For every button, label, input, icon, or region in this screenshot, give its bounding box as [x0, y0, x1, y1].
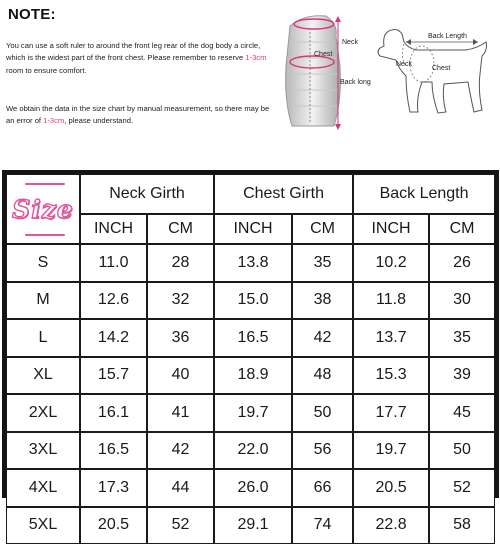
note-title: NOTE:	[8, 6, 56, 23]
size-row	[6, 432, 495, 470]
inch-value: 15.3	[353, 357, 429, 395]
size-chart-frame	[2, 170, 499, 498]
size-row	[6, 357, 495, 395]
cm-value: 42	[147, 432, 214, 470]
size-logo-text: Size	[12, 195, 74, 224]
inch-value: 19.7	[353, 432, 429, 470]
inch-value: 12.6	[80, 282, 147, 320]
inch-value: 14.2	[80, 319, 147, 357]
cm-value: 38	[292, 282, 353, 320]
cm-value: 56	[292, 432, 353, 470]
unit-header: INCH	[80, 214, 147, 244]
size-chart-table	[6, 174, 495, 544]
vest-back-label: Back long	[340, 79, 371, 86]
size-logo	[6, 174, 80, 244]
cm-value: 50	[429, 432, 495, 470]
dog-measurement-figure	[370, 20, 496, 124]
note-paragraph-fit: You can use a soft ruler to around the front leg rear of the dog body a circle, which is the widest part of the front chest. Please remember to reserve 1-3cm room to ensure comfort.	[6, 40, 274, 77]
inch-value: 16.5	[80, 432, 147, 470]
cm-value: 26	[429, 244, 495, 282]
size-row	[6, 282, 495, 320]
vest-neck-label: Neck	[342, 39, 358, 46]
inch-value: 18.9	[214, 357, 292, 395]
size-row	[6, 244, 495, 282]
inch-value: 11.8	[353, 282, 429, 320]
vest-image	[268, 6, 372, 134]
vest-measurement-figure	[268, 6, 372, 134]
size-label: 4XL	[6, 469, 80, 507]
inch-value: 17.3	[80, 469, 147, 507]
cm-value: 45	[429, 394, 495, 432]
cm-value: 40	[147, 357, 214, 395]
size-row	[6, 319, 495, 357]
group-header-row	[6, 174, 495, 214]
inch-value: 13.8	[214, 244, 292, 282]
inch-value: 16.1	[80, 394, 147, 432]
cm-value: 41	[147, 394, 214, 432]
cm-value: 66	[292, 469, 353, 507]
unit-header: CM	[429, 214, 495, 244]
inch-value: 15.7	[80, 357, 147, 395]
inch-value: 22.0	[214, 432, 292, 470]
cm-value: 44	[147, 469, 214, 507]
chest-girth-header: Chest Girth	[214, 174, 353, 214]
size-row	[6, 507, 495, 544]
cm-value: 35	[292, 244, 353, 282]
cm-value: 30	[429, 282, 495, 320]
cm-value: 74	[292, 507, 353, 544]
unit-header: INCH	[214, 214, 292, 244]
inch-value: 15.0	[214, 282, 292, 320]
size-label: 2XL	[6, 394, 80, 432]
dog-outline-image	[370, 20, 496, 124]
inch-value: 17.7	[353, 394, 429, 432]
cm-value: 52	[147, 507, 214, 544]
inch-value: 26.0	[214, 469, 292, 507]
unit-header: CM	[147, 214, 214, 244]
inch-value: 20.5	[353, 469, 429, 507]
inch-value: 20.5	[80, 507, 147, 544]
unit-header: INCH	[353, 214, 429, 244]
cm-value: 39	[429, 357, 495, 395]
dog-back-length-label: Back Length	[428, 33, 467, 40]
size-row	[6, 394, 495, 432]
neck-girth-header: Neck Girth	[80, 174, 214, 214]
dog-neck-label: Neck	[396, 61, 412, 68]
size-label: 5XL	[6, 507, 80, 544]
inch-value: 10.2	[353, 244, 429, 282]
cm-value: 28	[147, 244, 214, 282]
size-label: XL	[6, 357, 80, 395]
cm-value: 36	[147, 319, 214, 357]
size-label: L	[6, 319, 80, 357]
cm-value: 58	[429, 507, 495, 544]
cm-value: 50	[292, 394, 353, 432]
size-label: 3XL	[6, 432, 80, 470]
dog-chest-label: Chest	[432, 65, 450, 72]
size-row	[6, 469, 495, 507]
vest-chest-label: Chest	[314, 51, 332, 58]
inch-value: 22.8	[353, 507, 429, 544]
logo-bottom-line	[25, 234, 65, 236]
inch-value: 19.7	[214, 394, 292, 432]
size-label: M	[6, 282, 80, 320]
inch-value: 11.0	[80, 244, 147, 282]
size-label: S	[6, 244, 80, 282]
cm-value: 42	[292, 319, 353, 357]
cm-value: 48	[292, 357, 353, 395]
logo-top-line	[25, 183, 65, 185]
inch-value: 13.7	[353, 319, 429, 357]
back-length-header: Back Length	[353, 174, 495, 214]
unit-header: CM	[292, 214, 353, 244]
cm-value: 52	[429, 469, 495, 507]
cm-value: 35	[429, 319, 495, 357]
cm-value: 32	[147, 282, 214, 320]
inch-value: 29.1	[214, 507, 292, 544]
note-paragraph-error: We obtain the data in the size chart by manual measurement, so there may be an error of 1-3cm, please understand.	[6, 103, 274, 128]
inch-value: 16.5	[214, 319, 292, 357]
